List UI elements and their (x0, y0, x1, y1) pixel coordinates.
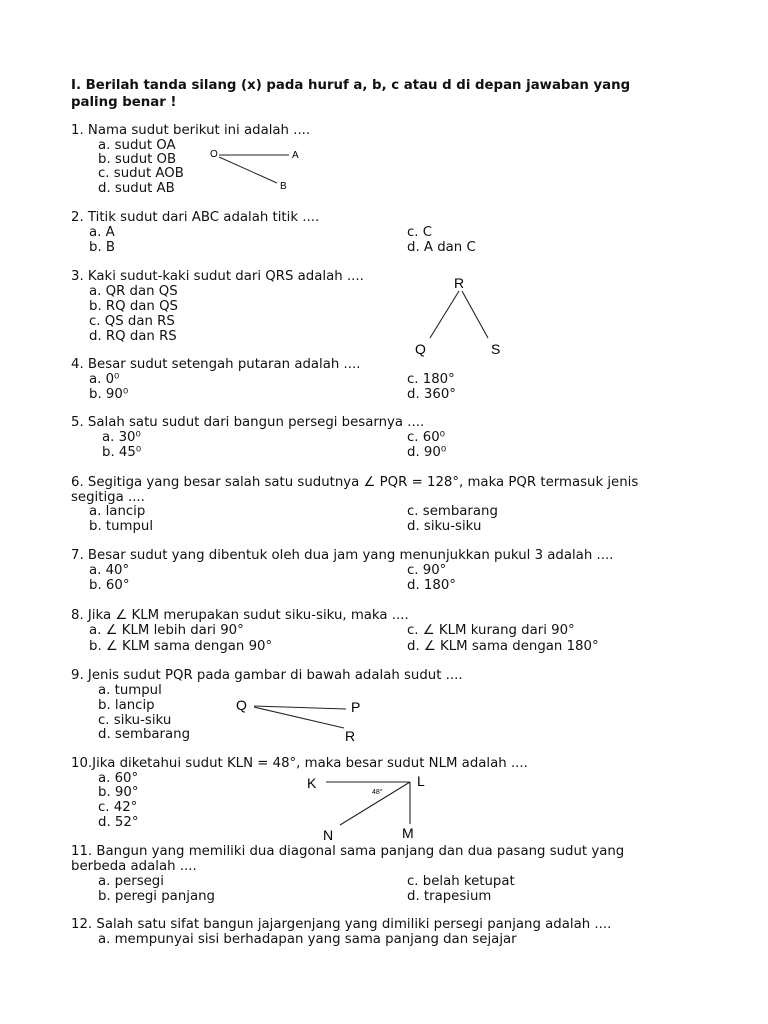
question-3-option-d: d. RQ dan RS (89, 329, 177, 344)
question-10-option-d: d. 52° (98, 815, 139, 830)
question-8-option-a: a. ∠ KLM lebih dari 90° (89, 623, 244, 638)
angle-klm-figure (300, 770, 440, 845)
point-r-label: R (454, 275, 465, 291)
question-6-option-b: b. tumpul (89, 519, 154, 534)
point-p-label: P (351, 699, 361, 715)
point-o-label: O (210, 149, 218, 160)
question-9-option-d: d. sembarang (98, 727, 191, 742)
point-k-label: K (307, 775, 317, 791)
question-6-option-c: c. sembarang (407, 504, 498, 519)
instruction-line-1: I. Berilah tanda silang (x) pada huruf a, b, c atau d di depan jawaban yang (71, 78, 631, 93)
question-1-option-b: b. sudut OB (98, 152, 177, 167)
question-5-option-a: a. 30⁰ (102, 430, 141, 445)
question-5-option-c: c. 60⁰ (407, 430, 446, 445)
question-10-option-a: a. 60° (98, 771, 139, 786)
point-l-label: L (417, 773, 425, 789)
point-s-label: S (491, 341, 501, 357)
point-n-label: N (323, 827, 334, 843)
point-q-label: Q (236, 697, 247, 713)
instruction-line-2: paling benar ! (71, 95, 177, 110)
question-5-option-d: d. 90⁰ (407, 445, 447, 460)
question-8-option-b: b. ∠ KLM sama dengan 90° (89, 639, 273, 654)
angle-aob-figure (205, 143, 305, 193)
question-11-stem-line-1: 11. Bangun yang memiliki dua diagonal sama panjang dan dua pasang sudut yang (71, 844, 625, 859)
question-3-option-a: a. QR dan QS (89, 284, 178, 299)
question-11-stem-line-2: berbeda adalah .... (71, 859, 197, 874)
question-2-option-d: d. A dan C (407, 240, 476, 255)
question-9-option-b: b. lancip (98, 698, 155, 713)
question-5-option-b: b. 45⁰ (102, 445, 142, 460)
question-6-stem-line-2: segitiga .... (71, 490, 145, 505)
question-1-option-a: a. sudut OA (98, 138, 176, 153)
question-1-option-c: c. sudut AOB (98, 166, 184, 181)
question-12-stem: 12. Salah satu sifat bangun jajargenjang yang dimiliki persegi panjang adalah .... (71, 917, 612, 932)
question-10-option-b: b. 90° (98, 785, 139, 800)
question-4-option-c: c. 180° (407, 372, 455, 387)
question-9-stem: 9. Jenis sudut PQR pada gambar di bawah adalah sudut .... (71, 668, 463, 683)
question-10-option-c: c. 42° (98, 800, 138, 815)
question-9-option-c: c. siku-siku (98, 713, 172, 728)
question-3-stem: 3. Kaki sudut-kaki sudut dari QRS adalah .... (71, 269, 364, 284)
question-11-option-d: d. trapesium (407, 889, 492, 904)
question-2-option-b: b. B (89, 240, 116, 255)
question-7-option-c: c. 90° (407, 563, 447, 578)
point-m-label: M (402, 825, 414, 841)
point-r-label: R (345, 728, 356, 744)
question-9-option-a: a. tumpul (98, 683, 162, 698)
question-3-option-b: b. RQ dan QS (89, 299, 178, 314)
angle-pqr-figure (234, 695, 374, 745)
question-1-option-d: d. sudut AB (98, 181, 175, 196)
question-2-stem: 2. Titik sudut dari ABC adalah titik .... (71, 210, 320, 225)
question-6-option-d: d. siku-siku (407, 519, 482, 534)
point-a-label: A (292, 150, 299, 161)
question-2-option-a: a. A (89, 225, 115, 240)
question-4-stem: 4. Besar sudut setengah putaran adalah .... (71, 357, 361, 372)
question-4-option-b: b. 90⁰ (89, 387, 129, 402)
question-6-option-a: a. lancip (89, 504, 146, 519)
question-4-option-a: a. 0⁰ (89, 372, 120, 387)
angle-48-label: 48° (372, 789, 383, 796)
question-11-option-a: a. persegi (98, 874, 164, 889)
question-11-option-b: b. peregi panjang (98, 889, 215, 904)
question-7-option-a: a. 40° (89, 563, 130, 578)
question-8-option-c: c. ∠ KLM kurang dari 90° (407, 623, 575, 638)
question-7-option-d: d. 180° (407, 578, 456, 593)
question-1-stem: 1. Nama sudut berikut ini adalah .... (71, 123, 311, 138)
question-7-option-b: b. 60° (89, 578, 130, 593)
question-7-stem: 7. Besar sudut yang dibentuk oleh dua jam yang menunjukkan pukul 3 adalah .... (71, 548, 614, 563)
question-10-stem: 10.Jika diketahui sudut KLN = 48°, maka besar sudut NLM adalah .... (71, 756, 528, 771)
point-b-label: B (280, 181, 287, 192)
question-5-stem: 5. Salah satu sudut dari bangun persegi besarnya .... (71, 415, 425, 430)
question-3-option-c: c. QS dan RS (89, 314, 175, 329)
question-6-stem-line-1: 6. Segitiga yang besar salah satu sudutnya ∠ PQR = 128°, maka PQR termasuk jenis (71, 475, 639, 490)
question-8-option-d: d. ∠ KLM sama dengan 180° (407, 639, 599, 654)
angle-qrs-figure (410, 272, 510, 358)
question-11-option-c: c. belah ketupat (407, 874, 515, 889)
question-12-option-a: a. mempunyai sisi berhadapan yang sama panjang dan sejajar (98, 932, 517, 947)
question-2-option-c: c. C (407, 225, 433, 240)
question-8-stem: 8. Jika ∠ KLM merupakan sudut siku-siku, maka .... (71, 608, 409, 623)
point-q-label: Q (415, 341, 426, 357)
question-4-option-d: d. 360° (407, 387, 456, 402)
